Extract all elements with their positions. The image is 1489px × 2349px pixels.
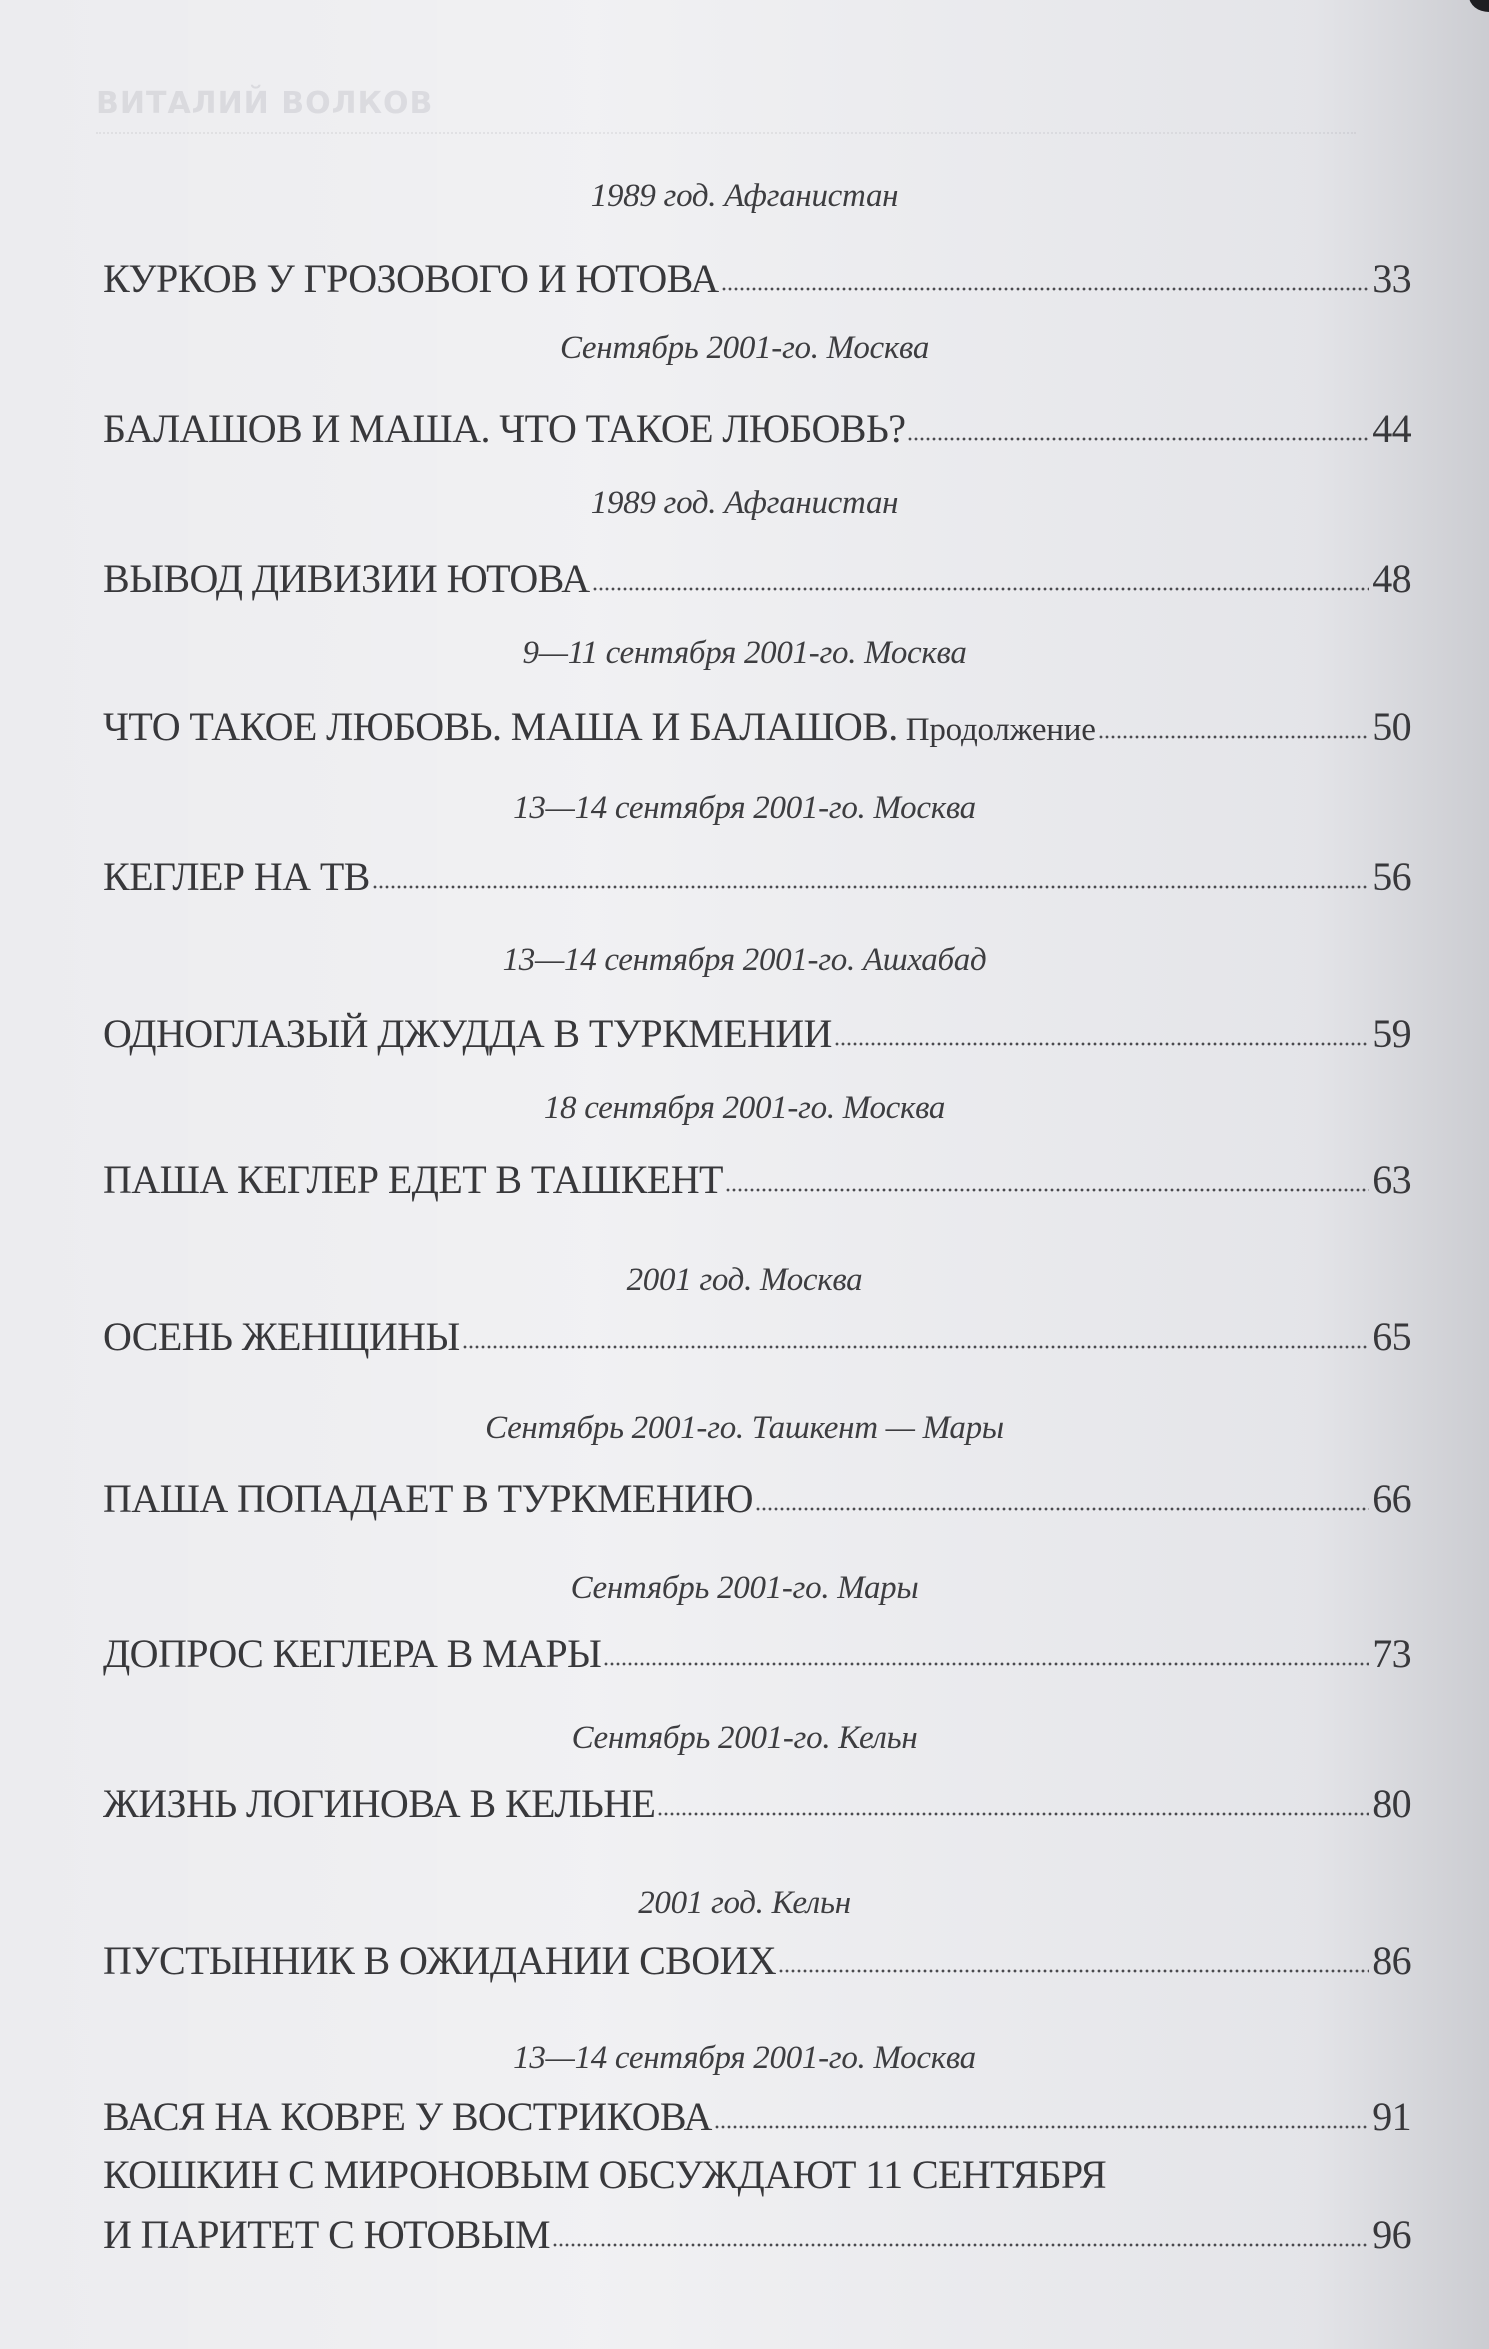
entry-page-number: 56	[1372, 854, 1411, 899]
dot-leader	[552, 2242, 1369, 2248]
entry-page-number: 66	[1372, 1476, 1411, 1521]
entry-title: ДОПРОС КЕГЛЕРА В МАРЫ	[103, 1631, 602, 1676]
section-subtitle: Сентябрь 2001-го. Ташкент — Мары	[485, 1410, 1004, 1446]
entry-title: ПУСТЫННИК В ОЖИДАНИИ СВОИХ	[103, 1938, 777, 1983]
entry-title: ОСЕНЬ ЖЕНЩИНЫ	[103, 1314, 460, 1359]
toc-entry[interactable]	[103, 1630, 1411, 1678]
section-subtitle: 1989 год. Афганистан	[590, 485, 899, 521]
dot-leader	[462, 1344, 1369, 1350]
entry-title	[103, 703, 1096, 754]
section-subtitle: 1989 год. Афганистан	[590, 178, 899, 214]
toc-entry[interactable]	[103, 1313, 1411, 1361]
dot-leader	[657, 1811, 1369, 1817]
entry-title-suffix: Продолжение	[897, 712, 1096, 748]
dot-leader	[714, 2124, 1369, 2130]
toc-entry[interactable]	[103, 555, 1411, 603]
running-head-rule	[96, 132, 1356, 134]
entry-page-number: 59	[1372, 1011, 1411, 1056]
entry-page-number: 50	[1372, 704, 1411, 749]
entry-title: ВАСЯ НА КОВРЕ У ВОСТРИКОВА	[103, 2094, 712, 2139]
dot-leader	[372, 884, 1369, 890]
entry-title: ПАША ПОПАДАЕТ В ТУРКМЕНИЮ	[103, 1476, 753, 1521]
entry-page-number: 91	[1372, 2094, 1411, 2139]
entry-title: И ПАРИТЕТ С ЮТОВЫМ	[103, 2212, 551, 2257]
section-subtitle: 2001 год. Москва	[626, 1262, 863, 1298]
dot-leader	[778, 1968, 1369, 1974]
dot-leader	[907, 436, 1369, 442]
section-subtitle: 13—14 сентября 2001-го. Ашхабад	[502, 942, 987, 978]
dot-leader	[592, 586, 1370, 592]
toc-entry[interactable]	[103, 2093, 1411, 2141]
entry-title: КУРКОВ У ГРОЗОВОГО И ЮТОВА	[103, 256, 719, 301]
entry-title-line1[interactable]: КОШКИН С МИРОНОВЫМ ОБСУЖДАЮТ 11 СЕНТЯБРЯ	[103, 2152, 1107, 2197]
toc-entry[interactable]	[103, 1475, 1411, 1523]
section-subtitle: Сентябрь 2001-го. Мары	[570, 1570, 919, 1606]
dot-leader	[725, 1187, 1369, 1193]
toc-entry[interactable]	[103, 1156, 1411, 1204]
entry-title-main: ЧТО ТАКОЕ ЛЮБОВЬ. МАША И БАЛАШОВ.	[103, 704, 898, 749]
section-subtitle: 13—14 сентября 2001-го. Москва	[513, 2040, 976, 2076]
entry-title: КЕГЛЕР НА ТВ	[103, 854, 370, 899]
toc-entry[interactable]	[103, 703, 1411, 754]
toc-entry[interactable]	[103, 853, 1411, 901]
dot-leader	[834, 1041, 1369, 1047]
section-subtitle: 2001 год. Кельн	[638, 1885, 851, 1921]
section-subtitle: Сентябрь 2001-го. Кельн	[571, 1720, 918, 1756]
toc-entry[interactable]	[103, 1780, 1411, 1828]
entry-page-number: 63	[1372, 1157, 1411, 1202]
dot-leader	[1098, 734, 1370, 740]
section-subtitle: 9—11 сентября 2001-го. Москва	[522, 635, 967, 671]
entry-title: ОДНОГЛАЗЫЙ ДЖУДДА В ТУРКМЕНИИ	[103, 1011, 832, 1056]
dot-leader	[721, 286, 1370, 292]
entry-title: ПАША КЕГЛЕР ЕДЕТ В ТАШКЕНТ	[103, 1157, 723, 1202]
section-subtitle: 18 сентября 2001-го. Москва	[543, 1090, 946, 1126]
dot-leader	[755, 1506, 1369, 1512]
entry-page-number: 96	[1372, 2212, 1411, 2257]
section-subtitle: Сентябрь 2001-го. Москва	[559, 330, 930, 366]
page-corner-shadow	[1469, 0, 1489, 12]
entry-page-number: 48	[1372, 556, 1411, 601]
entry-page-number: 86	[1372, 1938, 1411, 1983]
running-head-bleedthrough: ВИТАЛИЙ ВОЛКОВ	[96, 86, 434, 121]
entry-page-number: 33	[1372, 256, 1411, 301]
toc-entry[interactable]	[103, 405, 1411, 453]
toc-entry[interactable]	[103, 1010, 1411, 1058]
entry-page-number: 65	[1372, 1314, 1411, 1359]
entry-title: ЖИЗНЬ ЛОГИНОВА В КЕЛЬНЕ	[103, 1781, 656, 1826]
entry-page-number: 44	[1372, 406, 1411, 451]
toc-entry[interactable]	[103, 255, 1411, 303]
toc-entry[interactable]	[103, 1937, 1411, 1985]
section-subtitle: 13—14 сентября 2001-го. Москва	[513, 790, 976, 826]
toc-entry[interactable]	[103, 2211, 1411, 2259]
entry-page-number: 80	[1372, 1781, 1411, 1826]
entry-page-number: 73	[1372, 1631, 1411, 1676]
entry-title: БАЛАШОВ И МАША. ЧТО ТАКОЕ ЛЮБОВЬ?	[103, 406, 906, 451]
dot-leader	[603, 1661, 1369, 1667]
entry-title: ВЫВОД ДИВИЗИИ ЮТОВА	[103, 556, 590, 601]
